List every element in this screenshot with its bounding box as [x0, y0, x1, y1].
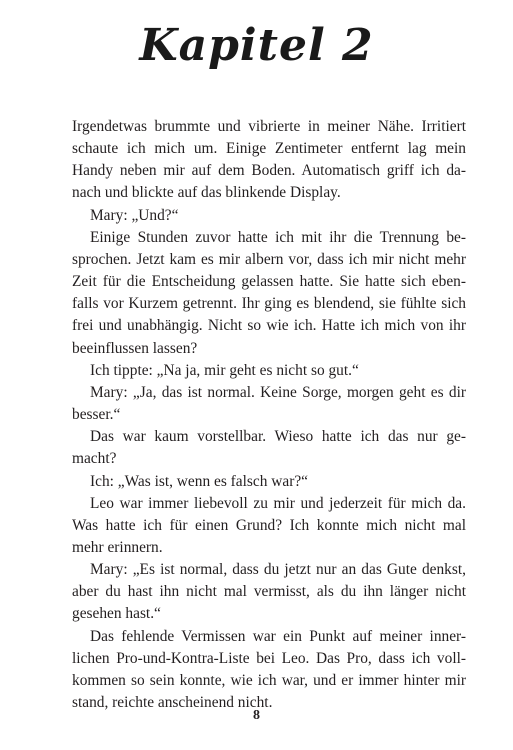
text-line: Zeit für die Entscheidung gelassen hatte. Sie hatte sich eben- [72, 273, 466, 291]
text-line: Irgendetwas brummte und vibrierte in meiner Nähe. Irritiert [72, 118, 466, 135]
text-line: stand, reichte anscheinend nicht. [72, 694, 273, 712]
text-line: Handy neben mir auf dem Boden. Automatisch griff ich da- [72, 162, 466, 180]
text-line: gesehen hast.“ [72, 605, 161, 623]
text-line: besser.“ [72, 406, 121, 424]
text-line: Mary: „Ja, das ist normal. Keine Sorge, morgen geht es dir [90, 383, 466, 401]
text-line: Mary: „Es ist normal, dass du jetzt nur an das Gute denkst, [90, 561, 466, 579]
text-line: Was hatte ich für einen Grund? Ich konnte mich nicht mal [72, 516, 466, 534]
text-line: lichen Pro-und-Kontra-Liste bei Leo. Das Pro, dass ich voll- [72, 649, 466, 667]
text-line: frei und unabhängig. Nicht so wie ich. Hatte ich mich von ihr [72, 317, 466, 335]
text-line: nach und blickte auf das blinkende Display. [72, 184, 341, 202]
text-line: Das war kaum vorstellbar. Wieso hatte ich das nur ge- [90, 428, 466, 446]
text-line: macht? [72, 450, 117, 468]
text-line: beeinflussen lassen? [72, 339, 198, 357]
text-line: kommen so sein konnte, wie ich war, und er immer hinter mir [72, 671, 466, 689]
text-line: Einige Stunden zuvor hatte ich mit ihr die Trennung be- [90, 228, 466, 246]
text-line: sprochen. Jetzt kam es mir albern vor, dass ich mir nicht mehr [72, 250, 466, 268]
text-line: Mary: „Und?“ [90, 206, 179, 224]
text-line: schaute ich mich um. Einige Zentimeter entfernt lag mein [72, 140, 466, 158]
text-line: falls vor Kurzem getrennt. Ihr ging es blendend, sie fühlte sich [72, 295, 466, 313]
text-line: Leo war immer liebevoll zu mir und jederzeit für mich da. [90, 494, 466, 512]
text-line: Das fehlende Vermissen war ein Punkt auf meiner inner- [90, 627, 466, 645]
text-line: mehr erinnern. [72, 538, 163, 556]
page-number: 8 [253, 708, 260, 723]
chapter-body-text [72, 116, 466, 714]
text-line: Ich: „Was ist, wenn es falsch war?“ [90, 472, 308, 490]
text-line: aber du hast ihn nicht mal vermisst, als du ihn länger nicht [72, 583, 466, 601]
chapter-title: Kapitel 2 [139, 20, 374, 71]
text-line: Ich tippte: „Na ja, mir geht es nicht so gut.“ [90, 361, 359, 379]
